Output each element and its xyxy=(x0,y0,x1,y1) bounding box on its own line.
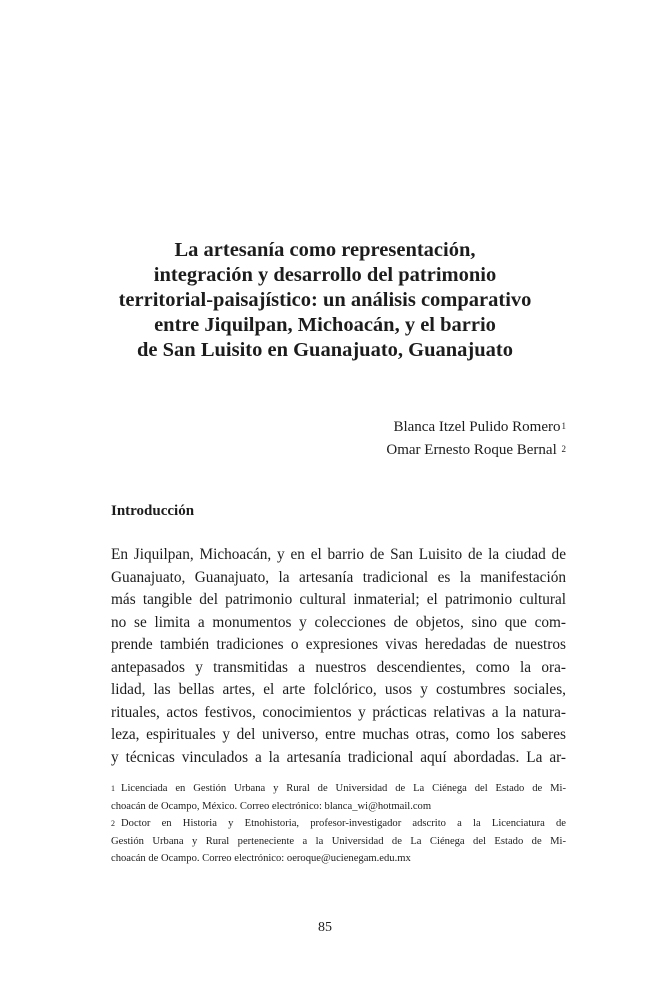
body-line: lidad, las bellas artes, el arte folclórico, usos y costumbres sociales, xyxy=(111,681,566,698)
footnote-line: choacán de Ocampo. Correo electrónico: oeroque@ucienegam.edu.mx xyxy=(111,853,411,865)
title-line: La artesanía como representación, xyxy=(174,239,476,261)
footnote-number: 2 xyxy=(111,819,115,829)
footnote-line: $^1$ Licenciada en Gestión Urbana y Rural de Universidad de La Ciénega del Estado de Mi- xyxy=(111,783,566,794)
body-line: prende también tradiciones o expresiones vivas heredadas de nuestros xyxy=(111,636,566,653)
section-heading: Introducción xyxy=(111,503,195,519)
body-line: antepasados y transmitidas a nuestros descendientes, como la ora- xyxy=(111,658,566,676)
author-name: Blanca Itzel Pulido Romero xyxy=(393,419,561,435)
footnote-line: $^2$ Doctor en Historia y Etnohistoria, profesor-investigador adscrito a la Licenciatura de xyxy=(111,818,566,830)
title-line: territorial-paisajístico: un análisis comparativo xyxy=(118,289,532,311)
page-number: 85 xyxy=(318,920,332,935)
body-line: rituales, actos festivos, conocimientos y prácticas relativas a la natura- xyxy=(111,703,566,721)
author-2 xyxy=(386,439,566,462)
body-line: leza, espirituales y del universo, entre muchas otras, como los saberes xyxy=(111,726,566,743)
title-line: entre Jiquilpan, Michoacán, y el barrio xyxy=(154,314,496,336)
body-line: Guanajuato, Guanajuato, la artesanía tradicional es la manifestación xyxy=(111,568,566,586)
title-line: de San Luisito en Guanajuato, Guanajuato xyxy=(137,339,513,361)
footnote-ref: 2 xyxy=(561,444,566,454)
author-name: Omar Ernesto Roque Bernal xyxy=(386,442,557,458)
chapter-title xyxy=(80,238,570,363)
body-text xyxy=(111,544,566,769)
footnote-ref: 1 xyxy=(561,421,566,431)
footnote-line: Gestión Urbana y Rural perteneciente a la Universidad de La Ciénega del Estado de Mi- xyxy=(111,835,566,847)
footnote-number: 1 xyxy=(111,784,115,793)
body-line: y técnicas vinculados a la artesanía tradicional aquí abordadas. La ar- xyxy=(111,748,566,766)
body-line: no se limita a monumentos y colecciones de objetos, sino que com- xyxy=(111,613,566,631)
body-line: más tangible del patrimonio cultural inmaterial; el patrimonio cultural xyxy=(111,591,566,608)
footnote-line: choacán de Ocampo, México. Correo electrónico: blanca_wi@hotmail.com xyxy=(111,800,432,812)
author-1 xyxy=(386,416,566,439)
title-line: integración y desarrollo del patrimonio xyxy=(153,264,497,286)
body-line: En Jiquilpan, Michoacán, y en el barrio de San Luisito de la ciudad de xyxy=(111,546,566,563)
footnotes xyxy=(111,780,566,868)
author-list xyxy=(386,416,566,462)
